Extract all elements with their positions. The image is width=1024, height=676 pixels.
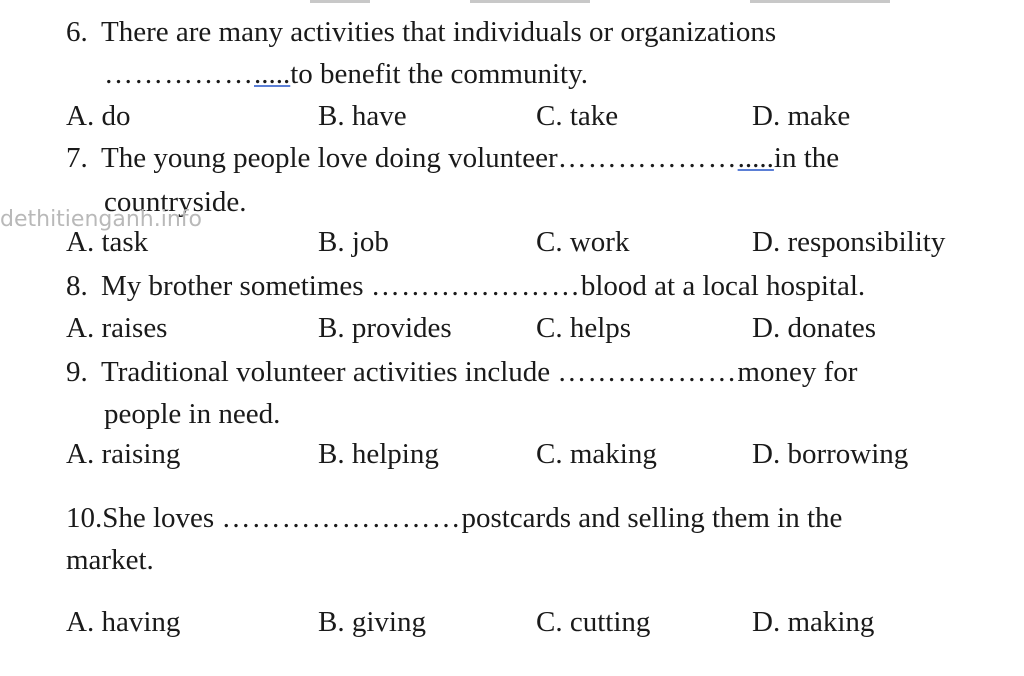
question-stem-continued: blood at a local hospital. bbox=[580, 270, 866, 302]
question-7-line-1 bbox=[66, 140, 839, 176]
option-b: B. job bbox=[318, 226, 389, 258]
option-c: C. take bbox=[536, 100, 619, 132]
option-a: A. task bbox=[66, 226, 149, 258]
option-c: C. cutting bbox=[536, 606, 651, 638]
option-c: C. work bbox=[536, 226, 630, 258]
option-d: D. borrowing bbox=[752, 438, 909, 470]
question-6-line-1 bbox=[66, 14, 776, 50]
option-b: B. provides bbox=[318, 312, 452, 344]
option-b: B. have bbox=[318, 100, 407, 132]
option-a: A. do bbox=[66, 100, 131, 132]
question-number: 7. bbox=[66, 142, 88, 174]
option-d: D. making bbox=[752, 606, 875, 638]
option-a: A. raises bbox=[66, 312, 168, 344]
question-7-line-2: countryside. bbox=[104, 186, 247, 218]
option-c: C. making bbox=[536, 438, 657, 470]
question-stem-continued: postcards and selling them in the bbox=[461, 502, 843, 534]
question-number: 8. bbox=[66, 270, 88, 302]
question-stem: The young people love doing volunteer bbox=[101, 142, 558, 174]
answer-blank: …………… bbox=[104, 58, 254, 90]
option-a: A. raising bbox=[66, 438, 181, 470]
question-9-line-1 bbox=[66, 354, 857, 390]
question-stem-continued: to benefit the community. bbox=[290, 58, 588, 90]
option-a: A. having bbox=[66, 606, 181, 638]
option-d: D. donates bbox=[752, 312, 877, 344]
question-stem-continued: money for bbox=[737, 356, 858, 388]
answer-blank: ……………… bbox=[557, 356, 738, 388]
question-10-line-2: market. bbox=[66, 544, 154, 576]
option-b: B. helping bbox=[318, 438, 439, 470]
question-8-line-1 bbox=[66, 268, 865, 304]
answer-blank: ……………… bbox=[557, 142, 738, 174]
watermark: dethitienganh.info bbox=[0, 207, 202, 232]
question-stem: My brother sometimes bbox=[101, 270, 371, 302]
question-number: 6. bbox=[66, 16, 88, 48]
question-stem: She loves bbox=[102, 502, 222, 534]
cropped-text-remnant bbox=[0, 0, 1024, 4]
option-c: C. helps bbox=[536, 312, 632, 344]
answer-blank: ………………… bbox=[370, 270, 581, 302]
question-stem: There are many activities that individuals or organizations bbox=[101, 16, 777, 48]
question-6-line-2 bbox=[104, 56, 588, 92]
question-stem: Traditional volunteer activities include bbox=[101, 356, 558, 388]
question-number: 9. bbox=[66, 356, 88, 388]
question-stem-continued: in the bbox=[773, 142, 840, 174]
option-b: B. giving bbox=[318, 606, 426, 638]
answer-blank: …………………… bbox=[221, 502, 462, 534]
answer-blank-underlined: ..... bbox=[254, 58, 291, 90]
question-9-line-2: people in need. bbox=[104, 398, 281, 430]
question-10-line-1 bbox=[66, 500, 842, 536]
option-d: D. make bbox=[752, 100, 851, 132]
question-number: 10. bbox=[66, 502, 103, 534]
answer-blank-underlined: ..... bbox=[737, 142, 774, 174]
option-d: D. responsibility bbox=[752, 226, 946, 258]
